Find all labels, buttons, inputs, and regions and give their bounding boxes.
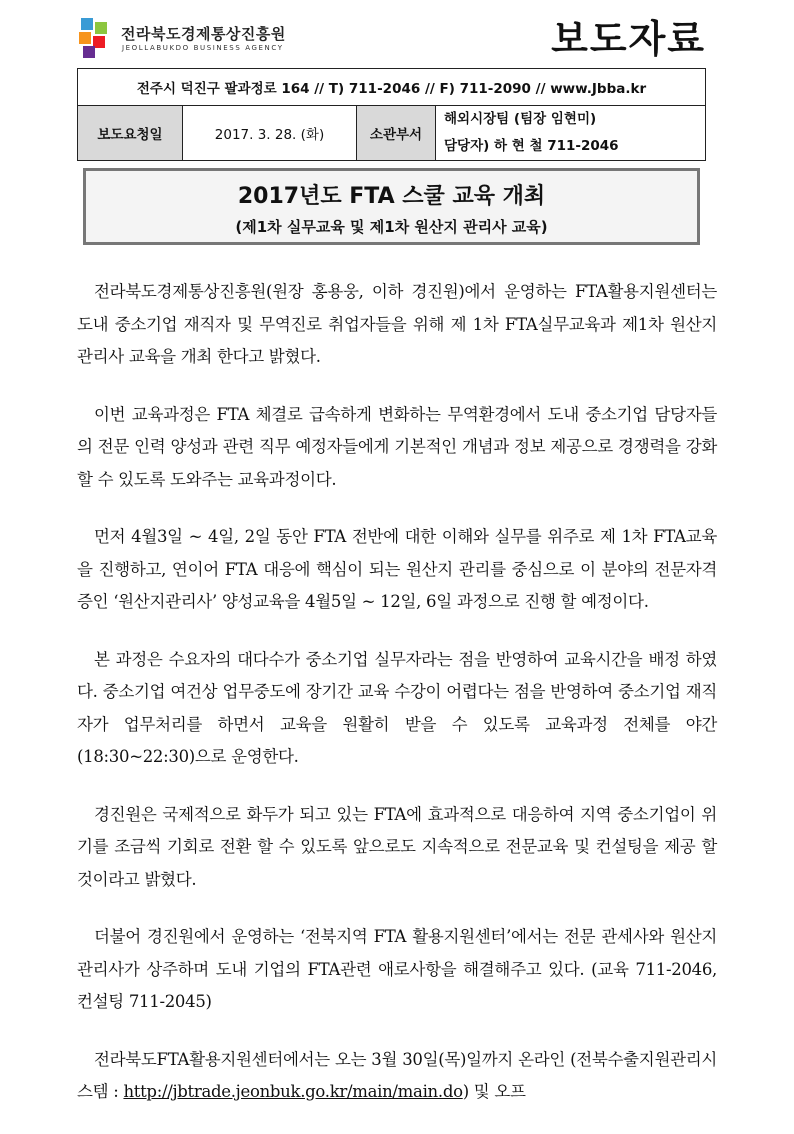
contact-address: 전주시 덕진구 팔과정로 164 // T) 711-2046 // F) 711-2090 // www.Jbba.kr (78, 69, 706, 106)
paragraph-5: 경진원은 국제적으로 화두가 되고 있는 FTA에 효과적으로 대응하여 지역 중소기업이 위기를 조금씩 기회로 전환 할 수 있도록 앞으로도 지속적으로 전문교육 및 컨설팅을 제공 할 것이라고 밝혔다. (77, 804, 717, 889)
doc-type-title: 보도자료 (551, 17, 706, 61)
paragraph-4: 본 과정은 수요자의 대다수가 중소기업 실무자라는 점을 반영하여 교육시간을 배정 하였다. 중소기업 여건상 업무중도에 장기간 교육 수강이 어렵다는 점을 반영하여 중소기업 재직자가 업무처리를 하면서 교육을 원활히 받을 수 있도록 교육과정 전체를 야간(18:30~22:30)으로 운영한다. (77, 649, 717, 766)
paragraph-7 (77, 1044, 717, 1109)
paragraph-2: 이번 교육과정은 FTA 체결로 급속하게 변화하는 무역환경에서 도내 중소기업 담당자들의 전문 인력 양성과 관련 직무 예정자들에게 기본적인 개념과 정보 제공으로 경쟁력을 강화할 수 있도록 도와주는 교육과정이다. (77, 404, 717, 489)
department-contact: 담당자) 하 현 철 711-2046 (444, 138, 619, 154)
paragraph-7-tail: ) 및 오프 (462, 1082, 526, 1101)
headline-box (83, 168, 700, 245)
article-body (77, 276, 717, 1134)
paragraph-3: 먼저 4월3일 ~ 4일, 2일 동안 FTA 전반에 대한 이해와 실무를 위주로 제 1차 FTA교육을 진행하고, 연이어 FTA 대응에 핵심이 되는 원산지 관리를 중심으로 이 분야의 전문자격증인 ‘원산지관리사’ 양성교육을 4월5일 ~ 12일, 6일 과정으로 진행 할 예정이다. (77, 527, 717, 611)
request-date-label: 보도요청일 (78, 106, 183, 161)
department-info (436, 106, 706, 161)
org-name: 전라북도경제통상진흥원 (121, 25, 286, 43)
request-date: 2017. 3. 28. (화) (183, 106, 357, 161)
agency-logo-mark-icon (77, 16, 115, 60)
paragraph-7-text: 전라북도FTA활용지원센터에서는 오는 3월 30일(목)일까지 온라인 (전북수출지원관리시스템 : (77, 1049, 717, 1101)
department-label: 소관부서 (357, 106, 436, 161)
org-logo (77, 16, 337, 62)
jbtrade-link[interactable]: http://jbtrade.jeonbuk.go.kr/main/main.do (123, 1082, 463, 1101)
department-name: 해외시장팀 (팀장 임현미) (444, 111, 597, 127)
paragraph-1: 전라북도경제통상진흥원(원장 홍용웅, 이하 경진원)에서 운영하는 FTA활용지원센터는 도내 중소기업 재직자 및 무역진로 취업자들을 위해 제 1차 FTA실무교육과 제1차 원산지 관리사 교육을 개최 한다고 밝혔다. (77, 282, 717, 366)
headline-title: 2017년도 FTA 스쿨 교육 개최 (237, 184, 546, 209)
paragraph-6: 더불어 경진원에서 운영하는 ‘전북지역 FTA 활용지원센터’에서는 전문 관세사와 원산지관리사가 상주하며 도내 기업의 FTA관련 애로사항을 해결해주고 있다. (교육 711-2046, 컨설팅 711-2045) (77, 927, 717, 1011)
org-name-en: JEOLLABUKDO BUSINESS AGENCY (122, 44, 284, 52)
headline-subtitle: (제1차 실무교육 및 제1차 원산지 관리사 교육) (235, 218, 548, 236)
release-info-table (77, 68, 706, 161)
